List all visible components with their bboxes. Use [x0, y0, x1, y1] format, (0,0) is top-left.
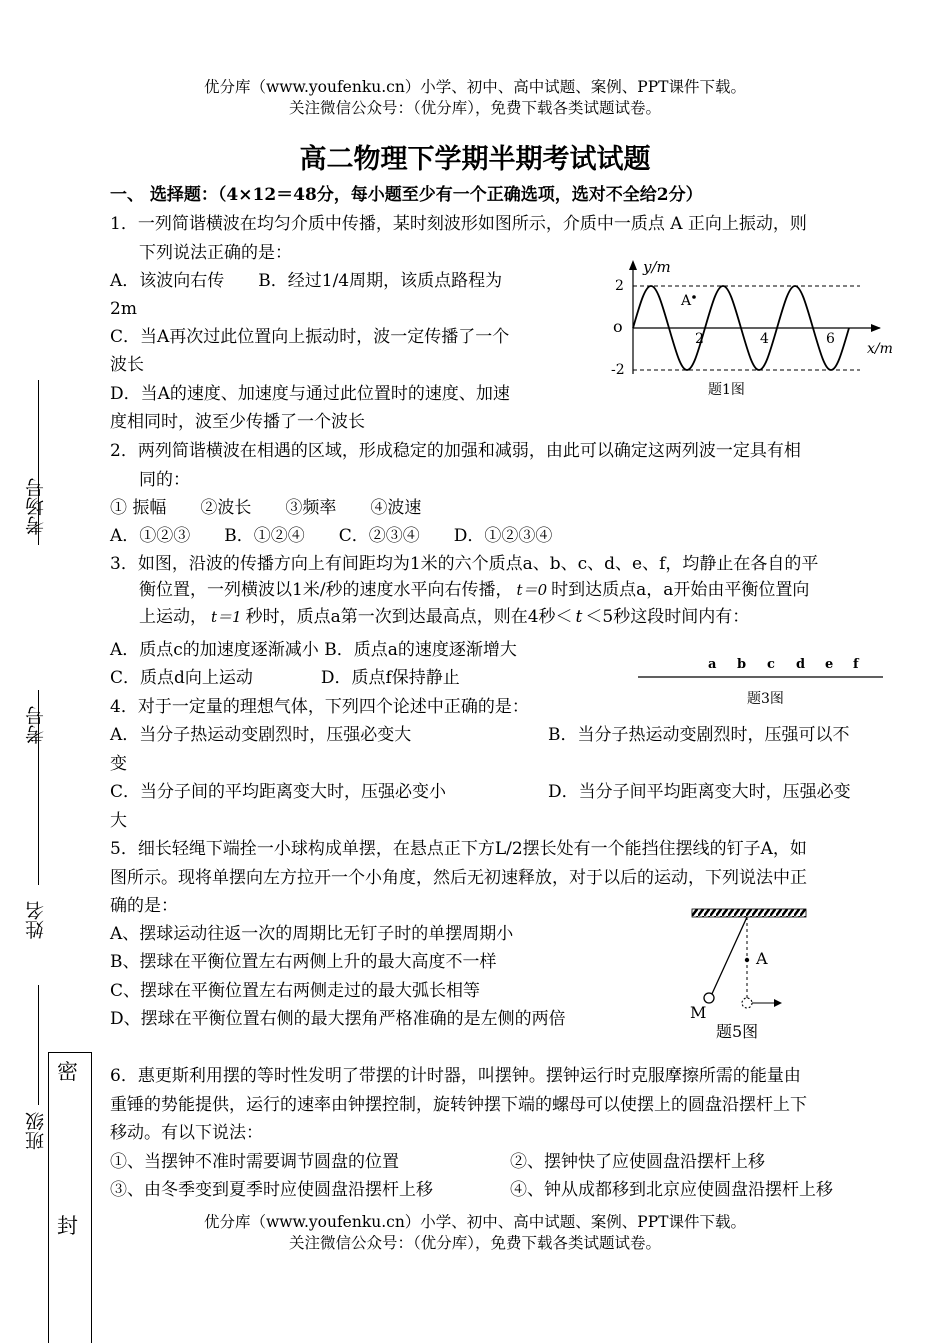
q1-option-d-1: D．当A的速度、加速度与通过此位置时的速度、加速 [110, 384, 510, 404]
q1-option-ab: A．该波向右传 B．经过1/4周期，该质点路程为 [110, 271, 503, 291]
y-axis-label: y/m [643, 258, 671, 276]
class-label: 班级 [25, 1112, 47, 1150]
nail-a [745, 958, 749, 962]
figure-5-pendulum [680, 900, 810, 1046]
x-tick-4: 4 [760, 331, 769, 347]
seal-char-2: 封 [57, 1214, 78, 1238]
particle-e: e [825, 657, 834, 672]
q4-option-d-2: 大 [110, 811, 127, 831]
point-a-label: A [681, 293, 692, 309]
q1-option-c-1: C．当A再次过此位置向上振动时，波一定传播了一个 [110, 327, 510, 347]
q6-statement-2: ②、摆钟快了应使圆盘沿摆杆上移 [510, 1152, 765, 1172]
particle-a: a [708, 657, 717, 672]
y-tick-2: 2 [615, 278, 624, 294]
q4-option-a: A．当分子热运动变剧烈时，压强必变大 [110, 725, 412, 745]
velocity-arrow-head [774, 999, 782, 1007]
origin-label: o [613, 317, 623, 336]
header-line-2: 关注微信公众号：（优分库），免费下载各类试题试卷。 [288, 99, 661, 117]
q5-option-d: D、摆球在平衡位置右侧的最大摆角严格准确的是左侧的两倍 [110, 1009, 566, 1029]
q3-t0: t＝0 [516, 581, 548, 599]
seal-box [48, 1052, 92, 1343]
q2-stem-2: 同的： [139, 470, 190, 490]
q6-statement-4: ④、钟从成都移到北京应使圆盘沿摆杆上移 [510, 1180, 833, 1200]
y-axis-arrow [629, 260, 637, 270]
page-title: 高二物理下学期半期考试试题 [299, 144, 651, 175]
q6-stem-3: 移动。有以下说法： [110, 1123, 263, 1143]
q4-option-d-1: D．当分子间平均距离变大时，压强必变 [548, 782, 851, 802]
q5-option-b: B、摆球在平衡位置左右两侧上升的最大高度不一样 [110, 952, 497, 972]
q4-stem: 4．对于一定量的理想气体，下列四个论述中正确的是： [110, 697, 529, 717]
q6-statement-3: ③、由冬季变到夏季时应使圆盘沿摆杆上移 [110, 1180, 433, 1200]
y-tick-neg2: -2 [611, 362, 625, 378]
q5-option-a: A、摆球运动往返一次的周期比无钉子时的单摆周期小 [110, 924, 514, 944]
q3-stem-3b: 秒时，质点a第一次到达最高点，则在4秒＜ [245, 607, 573, 627]
q3-t: t [575, 607, 583, 627]
q4-option-c: C．当分子间的平均距离变大时，压强必变小 [110, 782, 447, 802]
q1-option-c-2: 波长 [110, 355, 144, 375]
point-a [692, 295, 696, 299]
q3-options-cd: C．质点d向上运动 D．质点f保持静止 [110, 668, 460, 688]
q3-options-ab: A．质点c的加速度逐渐减小 B．质点a的速度逐渐增大 [110, 640, 517, 660]
ball-equilibrium [742, 998, 752, 1008]
q3-stem-2a: 衡位置，一列横波以1米/秒的速度水平向右传播， [139, 580, 513, 600]
figure-5-caption: 题5图 [716, 1022, 759, 1041]
q1-option-d-2: 度相同时，波至少传播了一个波长 [110, 412, 365, 432]
q1-option-b-cont: 2m [110, 299, 137, 319]
particle-d: d [796, 657, 806, 672]
nail-label: A [756, 949, 768, 968]
q5-stem-3: 确的是： [110, 896, 178, 916]
section-heading: 一、 选择题：（4×12＝48分，每小题至少有一个正确选项，选对不全给2分） [110, 185, 703, 205]
q5-stem-2: 图所示。现将单摆向左方拉开一个小角度，然后无初速释放，对于以后的运动，下列说法中正 [110, 868, 807, 888]
figure-1-wave [605, 252, 905, 402]
exam-room-label: 考场号 [25, 478, 47, 535]
q4-option-b-2: 变 [110, 754, 127, 774]
q3-t1: t＝1 [211, 608, 242, 626]
q6-stem-2: 重锤的势能提供，运行的速率由钟摆控制，旋转钟摆下端的螺母可以使摆上的圆盘沿摆杆上下 [110, 1095, 807, 1115]
exam-no-label: 考号 [25, 706, 47, 744]
particle-c: c [767, 657, 775, 672]
q6-statement-1: ①、当摆钟不准时需要调节圆盘的位置 [110, 1152, 399, 1172]
q3-stem-1: 3．如图，沿波的传播方向上有间距均为1米的六个质点a、b、c、d、e、f，均静止在各自的平 [110, 554, 819, 574]
q3-stem-3 [139, 607, 749, 627]
figure-1-caption: 题1图 [708, 382, 745, 398]
q1-stem-2: 下列说法正确的是： [139, 243, 292, 263]
particle-b: b [737, 657, 747, 672]
q2-items: ① 振幅 ②波长 ③频率 ④波速 [110, 498, 422, 518]
q3-stem-2 [139, 580, 809, 600]
class-line [38, 985, 39, 1105]
particle-f: f [853, 657, 859, 672]
q3-stem-3c: ＜5秒这段时间内有： [585, 607, 750, 627]
figure-3-caption: 题3图 [747, 691, 784, 707]
q5-option-c: C、摆球在平衡位置左右两侧走过的最大弧长相等 [110, 981, 481, 1001]
pendulum-string [711, 917, 747, 996]
x-axis-arrow [871, 324, 881, 332]
q1-stem-1: 1．一列简谐横波在均匀介质中传播，某时刻波形如图所示，介质中一质点 A 正向上振动，则 [110, 214, 807, 234]
q3-stem-3a: 上运动， [139, 607, 207, 627]
figure-3-particles [630, 648, 890, 713]
header-line-1: 优分库（www.youfenku.cn）小学、初中、高中试题、案例、PPT课件下载。 [203, 78, 747, 96]
x-tick-6: 6 [826, 331, 835, 347]
ball-label: M [690, 1003, 707, 1022]
q2-stem-1: 2．两列简谐横波在相遇的区域，形成稳定的加强和减弱，由此可以确定这两列波一定具有相 [110, 441, 801, 461]
q2-options: A．①②③ B．①②④ C．②③④ D．①②③④ [110, 526, 553, 546]
q6-stem-1: 6．惠更斯利用摆的等时性发明了带摆的计时器，叫摆钟。摆钟运行时克服摩擦所需的能量由 [110, 1066, 801, 1086]
footer-line-1: 优分库（www.youfenku.cn）小学、初中、高中试题、案例、PPT课件下载。 [203, 1213, 747, 1231]
q5-stem-1: 5．细长轻绳下端拴一小球构成单摆，在悬点正下方L/2摆长处有一个能挡住摆线的钉子A，如 [110, 839, 807, 859]
x-axis-label: x/m [867, 341, 893, 357]
ball-m [704, 993, 714, 1003]
x-tick-2: 2 [695, 331, 704, 347]
q4-option-b-1: B．当分子热运动变剧烈时，压强可以不 [548, 725, 850, 745]
name-label: 姓名 [25, 901, 47, 939]
q3-stem-2b: 时到达质点a，a开始由平衡位置向 [551, 580, 810, 600]
footer-line-2: 关注微信公众号：（优分库），免费下载各类试题试卷。 [288, 1234, 661, 1252]
ceiling [692, 909, 806, 917]
seal-char-1: 密 [57, 1060, 78, 1084]
